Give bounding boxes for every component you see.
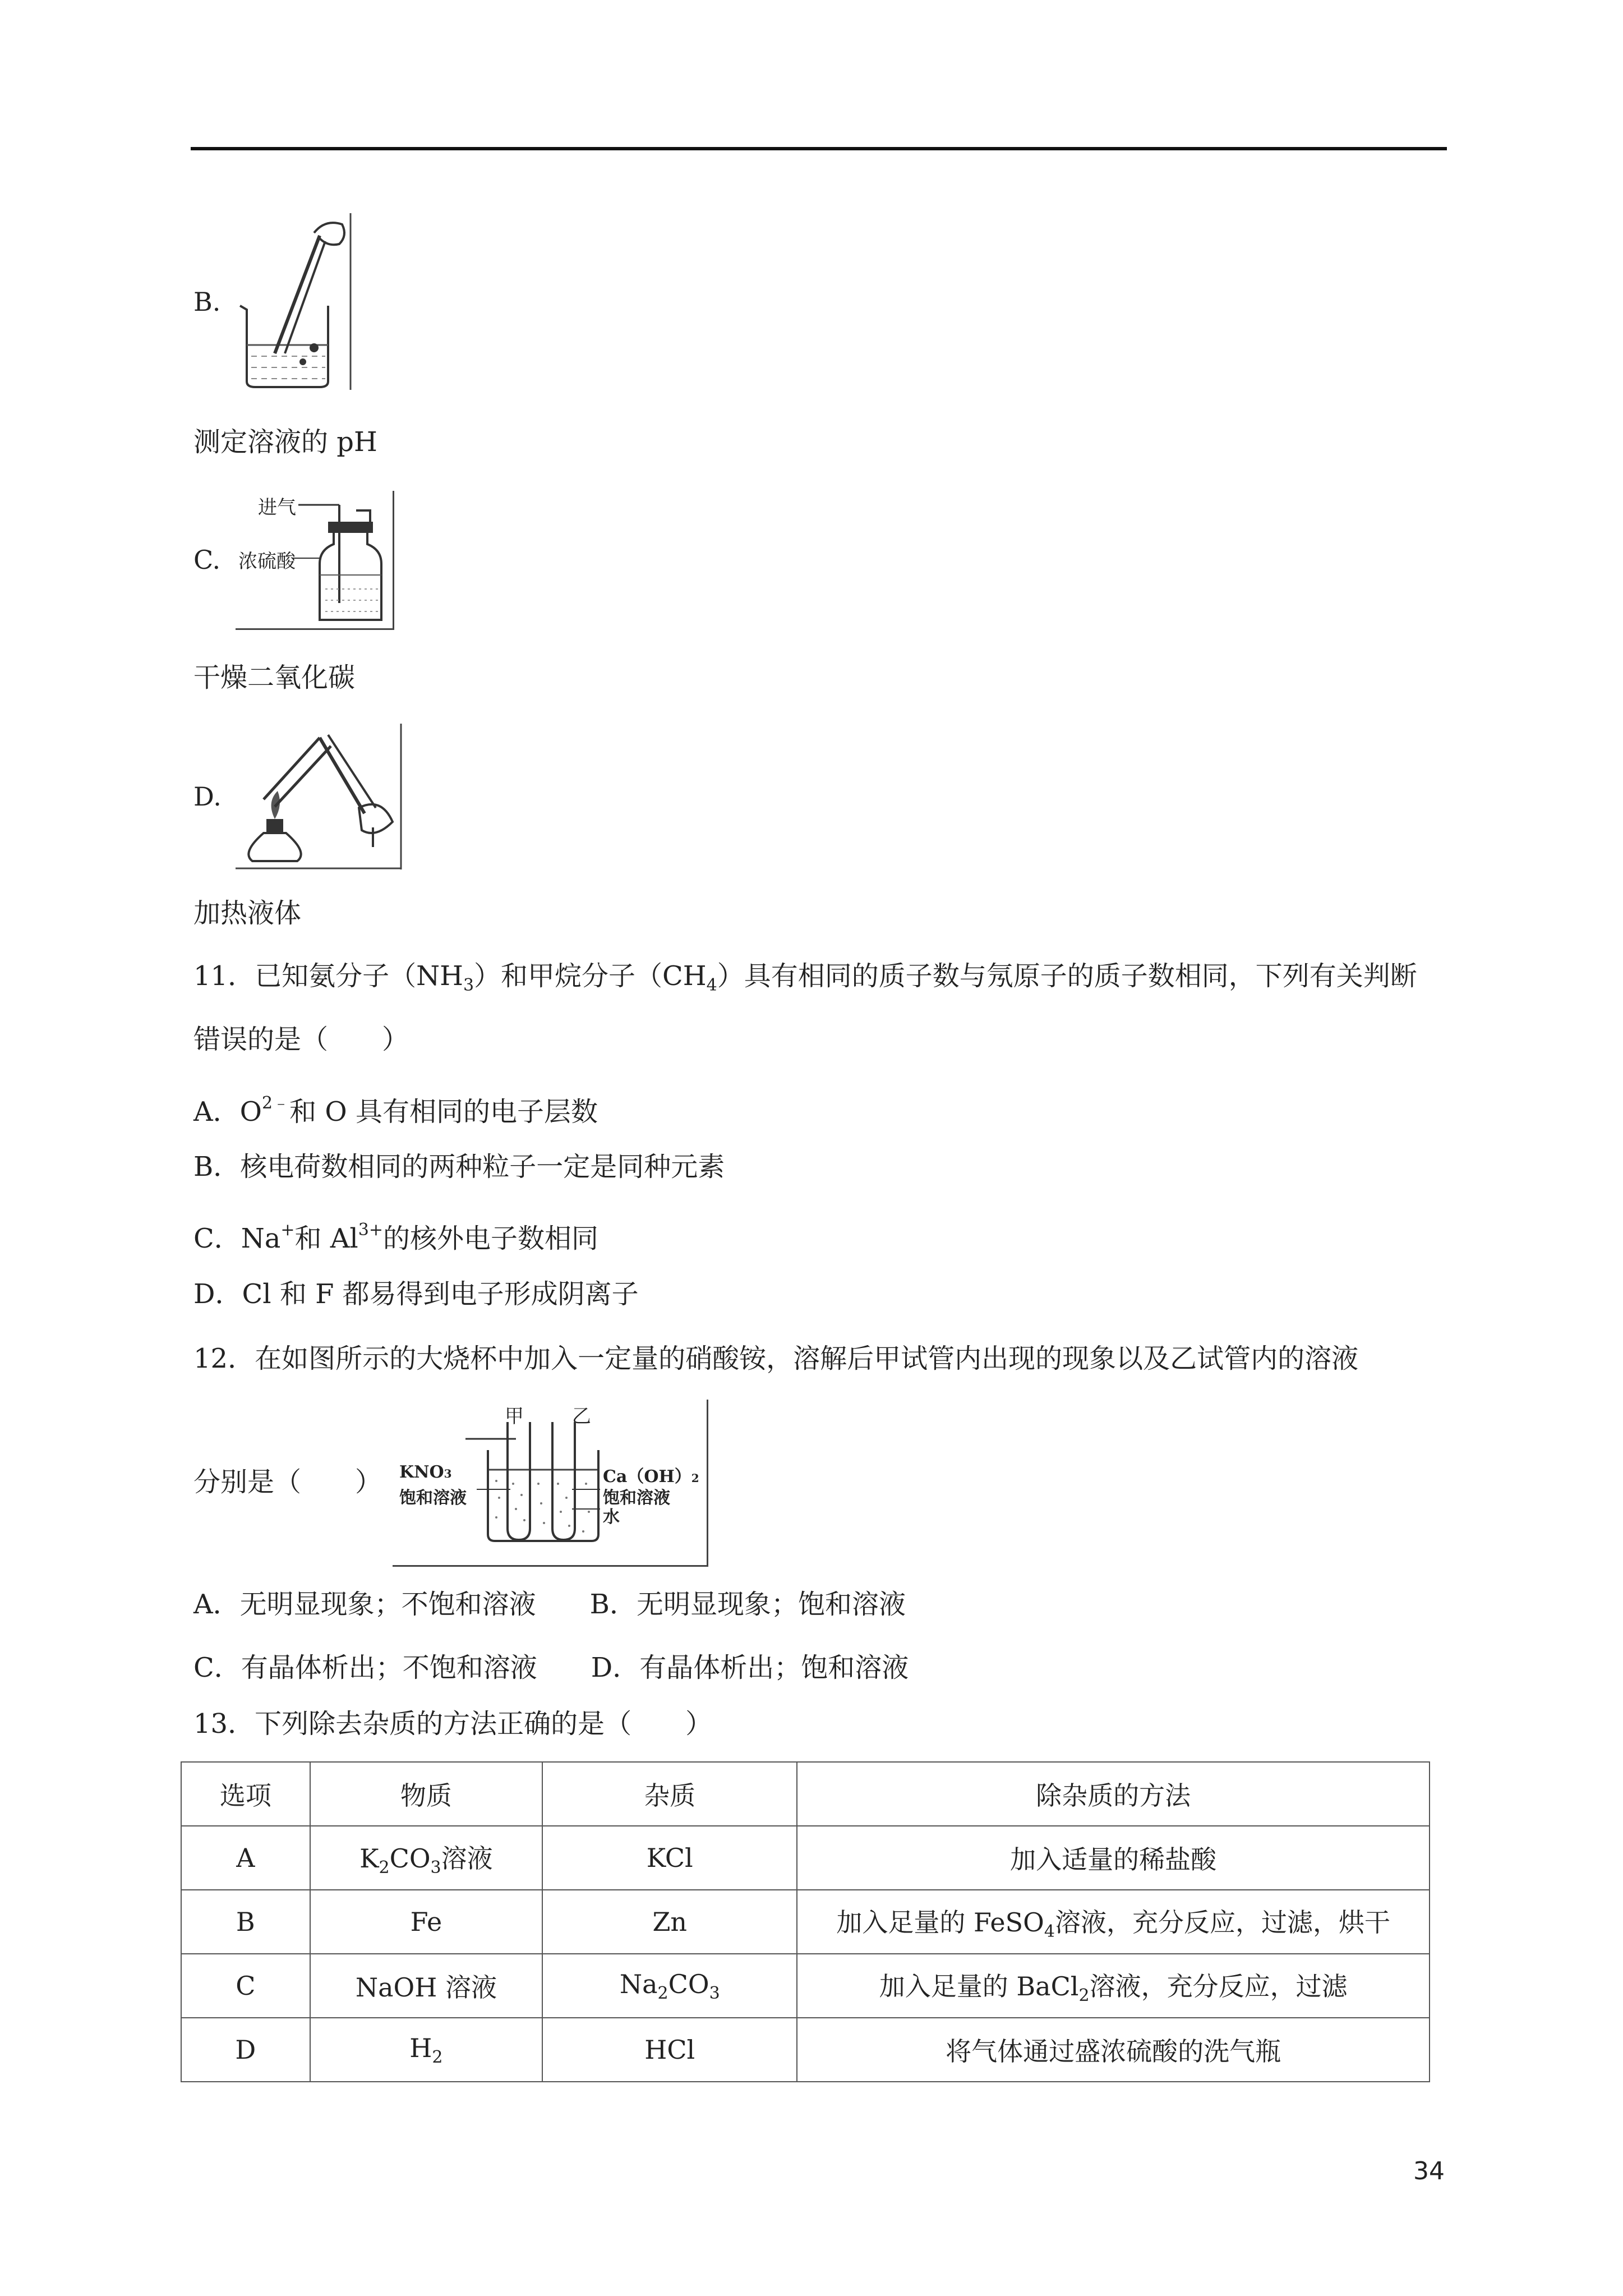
option-cell: C [181,1954,310,2018]
subscript: 2 [657,1983,668,2003]
table-row [181,2018,1430,2082]
q11-stem-part: ）和甲烷分子（CH [474,960,707,992]
fig-label-saturated-1: 饱和溶液 [399,1488,467,1508]
subscript: 4 [706,976,717,995]
fig-label-water: 水 [603,1507,620,1527]
superscript: + [280,1220,295,1240]
cell-text: CO [668,1968,709,1999]
q10-option-b-letter: B. [193,287,221,317]
option-text: A．O [193,1096,262,1128]
superscript: 2﹣ [262,1093,290,1113]
q12-stem-line2: 分别是（ ） [193,1466,382,1498]
q13-stem: 13．下列除去杂质的方法正确的是（ ） [193,1708,713,1740]
fig-label-gas-in: 进气 [258,496,296,519]
impurity-cell [542,1954,797,2018]
impurity-cell: HCl [542,2018,797,2082]
heating-liquid-figure [236,724,404,872]
subscript: 3 [709,1983,720,2003]
subscript: 4 [1044,1922,1055,1941]
beaker-test-tubes-figure [393,1400,708,1567]
table-header-row [181,1762,1430,1826]
fig-label-sulfuric-acid: 浓硫酸 [238,550,296,573]
option-text: 和 O 具有相同的电子层数 [289,1096,598,1128]
q11-option-a [193,1087,598,1129]
cell-text: 溶液，充分反应，过滤，烘干 [1054,1907,1390,1938]
cell-text: 溶液 [441,1843,493,1874]
substance-cell [310,1826,543,1890]
subscript: 3 [444,1467,452,1480]
fig-label-jia: 甲 [505,1405,524,1428]
cell-text: H [409,2032,432,2063]
subscript: 3 [430,1858,441,1878]
cell-text: 加入足量的 BaCl [879,1971,1079,2001]
q12-options-ab: A．无明显现象；不饱和溶液 B．无明显现象；饱和溶液 [193,1589,906,1620]
fig-label-saturated-2: 饱和溶液 [603,1488,670,1508]
q12-options-cd: C．有晶体析出；不饱和溶液 D．有晶体析出；饱和溶液 [193,1652,909,1683]
option-text: C．Na [193,1223,281,1254]
q11-stem-part: ）具有相同的质子数与氖原子的质子数相同，下列有关判断 [717,960,1417,992]
method-cell [797,1954,1430,2018]
table-row [181,1890,1430,1954]
table-header-cell: 物质 [310,1762,543,1826]
q11-option-b: B．核电荷数相同的两种粒子一定是同种元素 [193,1151,725,1182]
method-cell: 将气体通过盛浓硫酸的洗气瓶 [797,2018,1430,2082]
method-cell [797,1890,1430,1954]
subscript: 2 [691,1471,699,1485]
substance-cell: Fe [310,1890,543,1954]
q10-option-c-letter: C. [193,545,221,575]
subscript: 2 [1078,1986,1090,2005]
cell-text: CO [389,1843,431,1874]
option-text: 的核外电子数相同 [383,1223,599,1254]
table-row [181,1826,1430,1890]
impurity-cell: Zn [542,1890,797,1954]
substance-cell [310,2018,543,2082]
subscript: 2 [379,1858,390,1878]
option-cell: D [181,2018,310,2082]
q11-stem-line1 [193,959,1417,1002]
impurity-cell: KCl [542,1826,797,1890]
q10-option-c-caption: 干燥二氧化碳 [193,662,356,693]
option-text: 和 Al [294,1223,358,1254]
q10-option-b-caption: 测定溶液的 pH [193,426,377,458]
q12-stem-line1: 12．在如图所示的大烧杯中加入一定量的硝酸铵，溶解后甲试管内出现的现象以及乙试管内的溶液 [193,1343,1359,1374]
subscript: 3 [463,976,474,995]
cell-text: 加入足量的 FeSO [836,1907,1044,1938]
cell-text: K [359,1843,379,1874]
table-header-cell: 除杂质的方法 [797,1762,1430,1826]
fig-label-yi: 乙 [572,1405,591,1428]
table-row [181,1954,1430,2018]
table-header-cell: 杂质 [542,1762,797,1826]
q13-table [181,1761,1430,2082]
method-cell: 加入适量的稀盐酸 [797,1826,1430,1890]
label-text: KNO [399,1462,444,1482]
option-cell: B [181,1890,310,1954]
table-header-cell: 选项 [181,1762,310,1826]
q11-stem-line2: 错误的是（ ） [193,1024,409,1055]
q11-option-c [193,1213,598,1255]
header-rule [191,147,1447,150]
q10-option-d-letter: D. [193,781,222,812]
superscript: 3+ [358,1220,384,1240]
substance-cell: NaOH 溶液 [310,1954,543,2018]
cell-text: Na [619,1968,658,1999]
cell-text: 溶液，充分反应，过滤 [1089,1971,1348,2001]
gas-drying-figure [236,491,394,630]
label-text: Ca（OH） [603,1467,691,1487]
page-number: 34 [1413,2157,1445,2185]
subscript: 2 [432,2047,443,2067]
q11-option-d: D．Cl 和 F 都易得到电子形成阴离子 [193,1278,639,1310]
q11-stem-part: 11．已知氨分子（NH [193,960,463,992]
ph-test-figure [236,213,353,393]
q10-option-d-caption: 加热液体 [193,898,302,929]
option-cell: A [181,1826,310,1890]
